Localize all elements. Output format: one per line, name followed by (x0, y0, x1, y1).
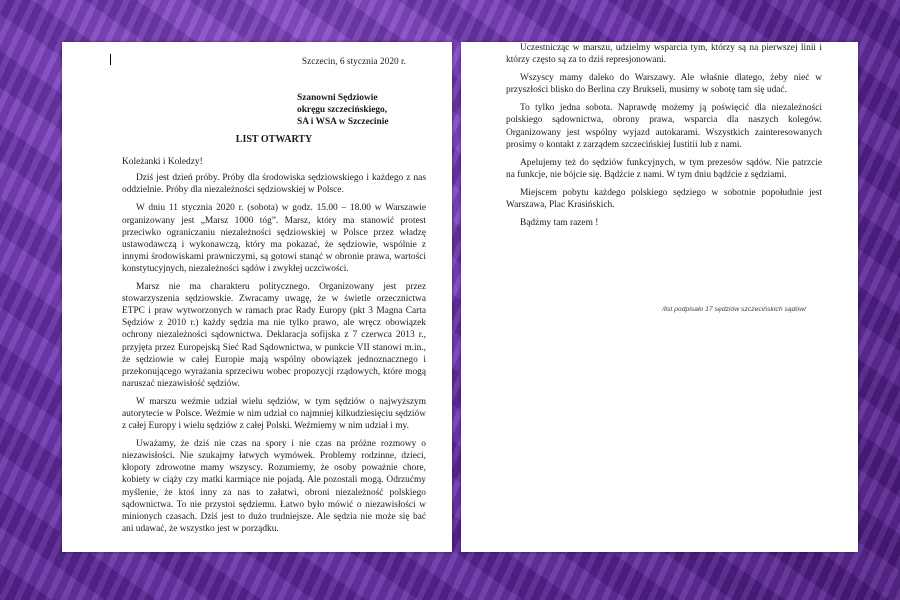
letter-salutation: Koleżanki i Koledzy! (122, 157, 203, 168)
letter-title: LIST OTWARTY (235, 134, 313, 146)
letter-page-2 (461, 42, 858, 552)
text-cursor (110, 54, 111, 65)
letter-date: Szczecin, 6 stycznia 2020 r. (301, 57, 406, 67)
letter-paragraph: Marsz nie ma charakteru politycznego. Organizowany jest przez stowarzyszenia sędziowskie. Zwracamy uwagę, że w świetle orzecznictwa ETPC i praw wytworzonych w ramach prac Rady Europy (pkt 3 Magna Carta Sędziów z 2010 r.) każdy sędzia ma nie tylko prawo, ale wręcz obowiązek ochrony niezależności sądownictwa. Deklaracja sofijska z 7 czerwca 2013 r., przyjęta przez Europejską Sieć Rad Sądownictwa, w punkcie VII stanowi m.in., że sędziowie w całej Europie mają wspólny obowiązek jednoznacznego i przekonującego wyrażania sprzeciwu wobec propozycji rządowych, które mogą naruszać niezawisłość sędziów. (122, 282, 426, 389)
letter-addressee (297, 92, 426, 128)
addressee-line: Szanowni Sędziowie (297, 93, 378, 104)
letter-page-1 (62, 42, 452, 552)
letter-paragraph: Miejscem pobytu każdego polskiego sędziego w sobotnie popołudnie jest Warszawa, Plac Krasińskich. (506, 187, 822, 211)
letter-paragraph: Dziś jest dzień próby. Próby dla środowiska sędziowskiego i każdego z nas oddzielnie. Próby dla niezależności sędziowskiej w Polsce. (122, 173, 426, 196)
letter-paragraph: To tylko jedna sobota. Naprawdę możemy ją poświęcić dla niezależności polskiego sądownictwa, obrony prawa, wsparcia dla naszych kolegów. Organizowany jest wspólny wyjazd autokarami. Wszystkich zainteresowanych prosimy o kontakt z zarządem szczecińskiej Iustitii lub z nami. (506, 103, 822, 150)
letter-paragraph: Apelujemy też do sędziów funkcyjnych, w tym prezesów sądów. Nie patrzcie na funkcje, nie bójcie się. Bądźcie z nami. W tym dniu bądźcie z sędziami. (506, 157, 822, 180)
letter-paragraph: Uważamy, że dziś nie czas na spory i nie czas na próżne rozmowy o niezawisłości. Nie szukajmy łatwych wymówek. Problemy rodzinne, dzieci, kłopoty zdrowotne mamy wszyscy. Rozumiemy, że osoby poważnie chore, kobiety w ciąży czy matki karmiące nie pojadą. Ale pozostali mogą. Odrzućmy myślenie, że ktoś inny za nas to załatwi, obroni niezależność polskiego sądownictwa. To nie przystoi sędziemu. Łatwo było mówić o niezawisłości w minionych czasach. Dziś jest to dużo trudniejsze. Ale sędzia nie może się bać ani udawać, że wszystko jest w porządku. (122, 439, 426, 534)
letter-farewell: Bądźmy tam razem ! (520, 218, 599, 229)
letter-paragraph: W marszu weźmie udział wielu sędziów, w tym sędziów o najwyższym autorytecie w Polsce. Weźmie w nim udział co najmniej kilkudziesięciu sędziów z całej Europy i wielu sędziów z całej Polski. Weźmiemy w nim udział i my. (122, 396, 426, 432)
addressee-line: SA i WSA w Szczecinie (297, 117, 389, 128)
addressee-line: okręgu szczecińskiego, (297, 105, 388, 116)
letter-paragraph: Wszyscy mamy daleko do Warszawy. Ale właśnie dlatego, żeby nieć w przyszłości blisko do Berlina czy Brukseli, musimy w sobotę tam się udać. (506, 73, 822, 96)
letter-paragraph: W dniu 11 stycznia 2020 r. (sobota) w godz. 15.00 – 18.00 w Warszawie organizowany jest „Marsz 1000 tóg”. Marsz, który ma stanowić protest przeciwko ograniczaniu niezależności sędziowskiej w Polsce przez władzę ustawodawczą i wykonawczą, który ma pokazać, że sędziowie, wspólnie z innymi środowiskami prawniczymi, są gotowi stanąć w obronie prawa, wartości konstytucyjnych, niezależności sądów i zwykłej uczciwości. (122, 203, 426, 274)
letter-paragraph: Uczestnicząc w marszu, udzielmy wsparcia tym, którzy są na pierwszej linii i którzy często są za to dziś represjonowani. (506, 43, 822, 66)
signatories-note: /list podpisało 17 sędziów szczecińskich sądów/ (662, 306, 806, 313)
